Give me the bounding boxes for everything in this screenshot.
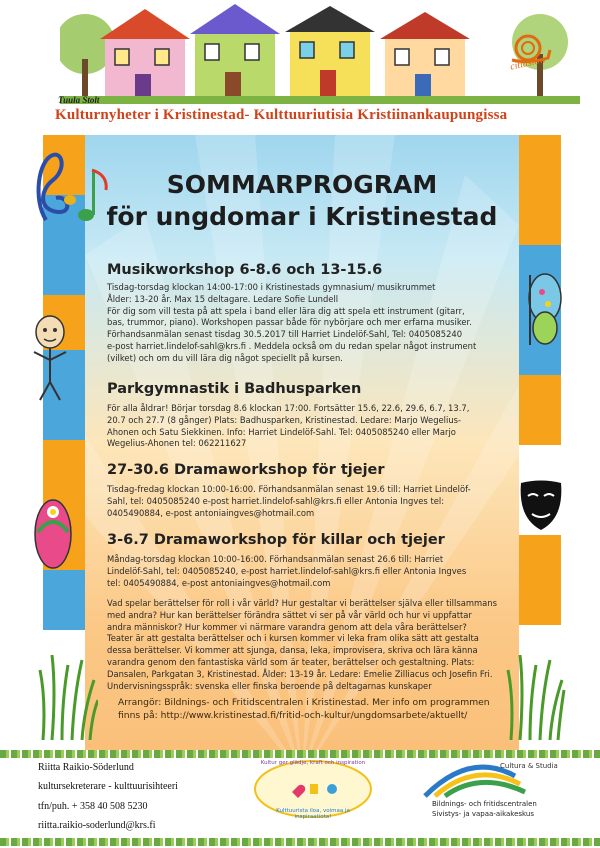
text-line: Undervisningsspråk: svenska eller finska beroende på deltagarnas kunskaper: [107, 680, 432, 691]
green-border-bottom: [0, 838, 600, 846]
artist-credit: Tuula Stolt: [58, 95, 100, 105]
culture-caption-sv: Bildnings- och fritidscentralen: [432, 800, 537, 808]
text-line: tel: 0405490884, e-post antoniaingves@hotmail.com: [107, 577, 331, 588]
cartoon-figure-icon: [28, 312, 73, 404]
section-body-music: [107, 282, 507, 365]
logo-slogan-top: Kultur ger glädje, kraft och inspiration: [260, 760, 366, 766]
cultura-studia-title: Cultura & Studia: [500, 762, 558, 770]
poster-subtitle: för ungdomar i Kristinestad: [106, 202, 498, 231]
text-line: andra människor? Hur kommer vi närmare varandra genom att dela våra berättelser?: [107, 621, 467, 632]
text-line: (vilket) och om du vill lära dig något speciellt på kursen.: [107, 352, 343, 363]
text-line: Ålder: 13-20 år. Max 15 deltagare. Ledare Sofie Lundell: [107, 293, 339, 304]
poster-title: SOMMARPROGRAM: [166, 170, 438, 199]
text-line: Tisdag-fredag klockan 10:00-16:00. Förhandsanmälan senast 19.6 till: Harriet Lindelöf-: [107, 484, 471, 494]
text-line: Dansalen, Parkgatan 3, Kristinestad. Ålder: 13-19 år. Ledare: Emelie Zilliacus och Josefin Fri.: [107, 668, 493, 679]
contact-role: kultursekreterare - kulttuurisihteeri: [38, 781, 178, 792]
text-line: dessa berättelser. Vi kommer att sjunga, dansa, leka, improvisera, skriva och lära känna: [107, 645, 478, 656]
section-body-park: [107, 403, 507, 450]
section-title-park: Parkgymnastik i Badhusparken: [107, 381, 362, 397]
stripe-left: [43, 570, 85, 630]
text-line: Sahl, tel: 0405085240 e-post harriet.lindelof-sahl@krs.fi eller Antonia Ingves tel:: [107, 495, 445, 506]
logo-slogan-bottom: Kulttuurista iloa, voimaa ja inspiraatiota!: [276, 808, 350, 820]
contact-email[interactable]: riitta.raikio-soderlund@krs.fi: [38, 820, 156, 831]
theater-face-icon: [516, 478, 566, 534]
text-line: 0405490884, e-post antoniaingves@hotmail.com: [107, 507, 315, 518]
text-line: 20.7 och 27.7 (8 gånger) Plats: Badhusparken, Kristinestad. Ledare: Marjo Wegelius-: [107, 414, 462, 425]
section-title-drama-all: 3-6.7 Dramaworkshop för killar och tjejer: [107, 532, 445, 548]
text-line: e-post harriet.lindelof-sahl@krs.fi . Meddela också om du redan spelar något instrument: [107, 340, 477, 351]
text-line: För alla åldrar! Börjar torsdag 8.6 klockan 17:00. Fortsätter 15.6, 22.6, 29.6, 6.7, 13.7,: [107, 403, 470, 413]
grass-left-decoration: [38, 640, 98, 740]
text-line: Måndag-torsdag klockan 10:00-16:00. Förhandsanmälan senast 26.6 till: Harriet: [107, 554, 444, 564]
text-line: Tisdag-torsdag klockan 14:00-17:00 i Kristinestads gymnasium/ musikrummet: [107, 282, 436, 292]
contact-name: Riitta Raikio-Söderlund: [38, 762, 134, 773]
text-line: Lindelöf-Sahl, tel: 0405085240, e-post harriet.lindelof-sahl@krs.fi eller Antonia Ingves: [107, 565, 467, 576]
grass-right-decoration: [506, 640, 566, 740]
text-line: varandra genom den fantastiska värld som är teater, berättelser och gestaltning. Plats:: [107, 656, 475, 667]
section-body-drama-girls: [107, 484, 507, 519]
contact-phone: tfn/puh. + 358 40 508 5230: [38, 801, 148, 812]
drama-description: [107, 598, 507, 692]
section-title-drama-girls: 27-30.6 Dramaworkshop för tjejer: [107, 462, 385, 478]
text-line: Teater är att gestalta berättelser och i kursen kommer vi leka fram olika sätt att gestalta: [107, 633, 479, 644]
section-body-drama-all: [107, 554, 507, 589]
cittaslow-label: cittaslow: [509, 54, 547, 73]
stripe-right: [519, 535, 561, 625]
text-line: Ahonen och Satu Siekkinen. Info: Harriet Lindelöf-Sahl. Tel: 0405085240 eller Marjo: [107, 426, 456, 437]
arranger-link[interactable]: finns på: http://www.kristinestad.fi/fritid-och-kultur/ungdomsarbete/aktuellt/: [118, 710, 468, 721]
text-line: med andra? Hur kan berättelser förändra sättet vi ser på vår värld och hur vi uppfattar: [107, 609, 472, 620]
stripe-right: [519, 135, 561, 245]
header-title: Kulturnyheter i Kristinestad- Kulttuuriutisia Kristiinankaupungissa: [55, 107, 508, 123]
arranger-info: [118, 696, 498, 722]
text-line: Wegelius-Ahonen tel: 062211627: [107, 438, 247, 449]
arranger-text: Arrangör: Bildnings- och Fritidscentralen i Kristinestad. Mer info om programmen: [118, 697, 490, 708]
culture-caption-fi: Sivistys- ja vapaa-aikakeskus: [432, 810, 534, 818]
section-title-music: Musikworkshop 6-8.6 och 13-15.6: [107, 262, 383, 278]
butterfly-icon: [520, 270, 565, 350]
text-line: Vad spelar berättelser för roll i vår värld? Hur gestaltar vi berättelser själva eller tillsammans: [107, 598, 497, 608]
text-line: bas, trummor, piano). Workshopen passar både för nybörjare och mer erfarna musiker.: [107, 317, 472, 328]
stripe-right: [519, 375, 561, 445]
text-line: Förhandsanmälan senast tisdag 30.5.2017 till Harriet Lindelöf-Sahl, Tel: 0405085240: [107, 329, 463, 340]
flip-flop-icon: [28, 492, 78, 572]
text-line: För dig som vill testa på att spela i band eller lära dig att spela ett instrument (gitarr,: [107, 305, 465, 316]
